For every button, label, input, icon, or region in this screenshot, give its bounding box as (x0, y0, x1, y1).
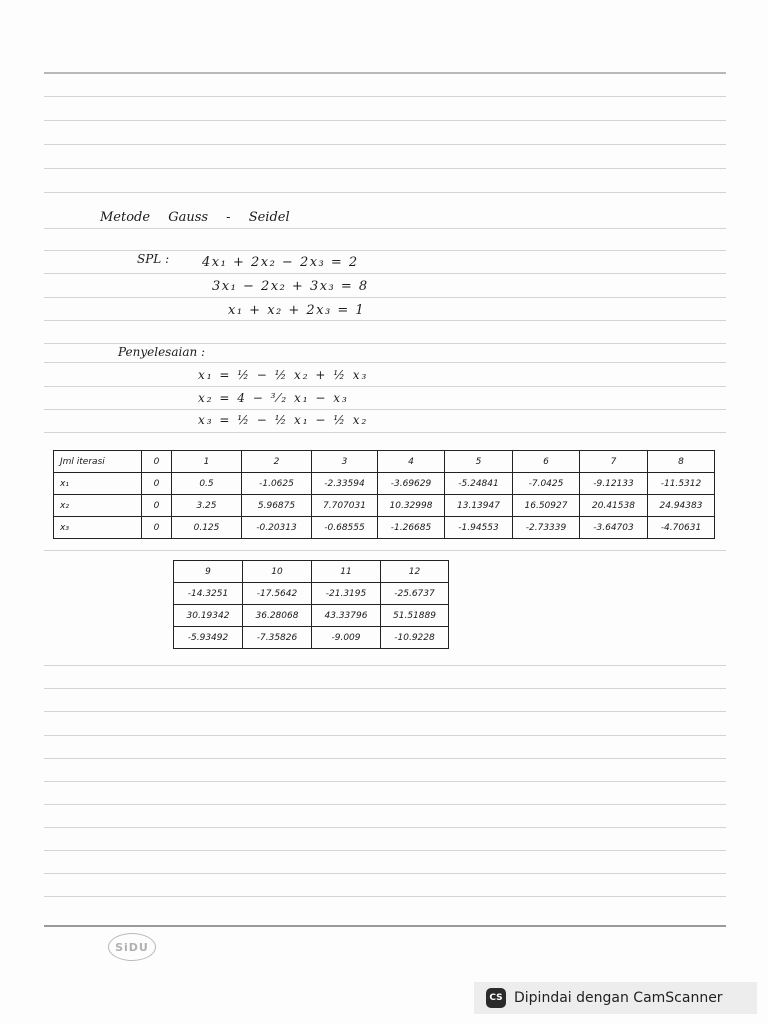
iteration-table-2 (173, 560, 449, 649)
ruled-line (44, 550, 726, 551)
iteration-number: 6 (513, 451, 580, 473)
table-cell: -5.24841 (445, 473, 513, 495)
iteration-number: 11 (312, 561, 381, 583)
ruled-line (44, 72, 726, 74)
ruled-line (44, 386, 726, 387)
ruled-line (44, 896, 726, 897)
table-cell: -2.33594 (312, 473, 378, 495)
iteration-number: 1 (172, 451, 242, 473)
ruled-line (44, 297, 726, 298)
table-cell: 24.94383 (648, 495, 715, 517)
iteration-number: 3 (312, 451, 378, 473)
iteration-number: 4 (378, 451, 445, 473)
table-cell: 0 (142, 495, 172, 517)
ruled-line (44, 827, 726, 828)
table-cell: 0 (142, 473, 172, 495)
table-cell: -9.12133 (580, 473, 648, 495)
ruled-line (44, 144, 726, 145)
table-cell: -25.6737 (381, 583, 449, 605)
table-cell: 0.5 (172, 473, 242, 495)
table-cell: -4.70631 (648, 517, 715, 539)
ruled-line (44, 96, 726, 97)
iteration-count-header: Jml iterasi (54, 451, 142, 473)
notebook-brand-stamp: SiDU (108, 933, 156, 961)
table-cell: 51.51889 (381, 605, 449, 627)
ruled-line (44, 688, 726, 689)
table-header-row (54, 451, 715, 473)
solution-label: Penyelesaian : (118, 345, 206, 359)
equation-1: 4x₁ + 2x₂ − 2x₃ = 2 (202, 255, 359, 270)
table-cell: -0.68555 (312, 517, 378, 539)
system-label: SPL : (137, 252, 170, 266)
ruled-line (44, 168, 726, 169)
page-title: Metode Gauss - Seidel (100, 210, 290, 225)
iteration-number: 8 (648, 451, 715, 473)
table-cell: -21.3195 (312, 583, 381, 605)
iteration-number: 9 (174, 561, 243, 583)
table-row (174, 627, 449, 649)
iteration-table-1 (53, 450, 715, 539)
camscanner-icon: CS (486, 988, 506, 1008)
ruled-line (44, 873, 726, 874)
iteration-number: 2 (242, 451, 312, 473)
table-cell: -17.5642 (243, 583, 312, 605)
table-header-row (174, 561, 449, 583)
ruled-line (44, 362, 726, 363)
iteration-number: 10 (243, 561, 312, 583)
ruled-line (44, 850, 726, 851)
iteration-number: 0 (142, 451, 172, 473)
variable-label: x₃ (54, 517, 142, 539)
table-cell: 43.33796 (312, 605, 381, 627)
table-cell: -1.26685 (378, 517, 445, 539)
table-cell: -2.73339 (513, 517, 580, 539)
equation-3: x₁ + x₂ + 2x₃ = 1 (228, 303, 366, 318)
ruled-line (44, 665, 726, 666)
table-cell: -3.69629 (378, 473, 445, 495)
ruled-line (44, 758, 726, 759)
table-cell: -1.0625 (242, 473, 312, 495)
equation-2: 3x₁ − 2x₂ + 3x₃ = 8 (212, 279, 369, 294)
table-cell: 20.41538 (580, 495, 648, 517)
solution-line-1: x₁ = ½ − ½ x₂ + ½ x₃ (198, 368, 369, 382)
table-cell: 0.125 (172, 517, 242, 539)
table-cell: -0.20313 (242, 517, 312, 539)
table-cell: -7.0425 (513, 473, 580, 495)
variable-label: x₂ (54, 495, 142, 517)
table-cell: 7.707031 (312, 495, 378, 517)
table-cell: 3.25 (172, 495, 242, 517)
table-cell: -3.64703 (580, 517, 648, 539)
iteration-number: 7 (580, 451, 648, 473)
variable-label: x₁ (54, 473, 142, 495)
table-row (54, 473, 715, 495)
ruled-line (44, 273, 726, 274)
ruled-line (44, 781, 726, 782)
solution-line-2: x₂ = 4 − ³⁄₂ x₁ − x₃ (198, 391, 349, 405)
ruled-line (44, 409, 726, 410)
ruled-line (44, 192, 726, 193)
scanner-caption: Dipindai dengan CamScanner (514, 990, 723, 1006)
table-cell: -10.9228 (381, 627, 449, 649)
table-cell: -11.5312 (648, 473, 715, 495)
table-cell: -7.35826 (243, 627, 312, 649)
ruled-line (44, 711, 726, 712)
table-cell: -5.93492 (174, 627, 243, 649)
table-cell: 0 (142, 517, 172, 539)
ruled-line (44, 735, 726, 736)
table-cell: 10.32998 (378, 495, 445, 517)
ruled-line (44, 250, 726, 251)
ruled-line (44, 120, 726, 121)
table-cell: 5.96875 (242, 495, 312, 517)
table-cell: 30.19342 (174, 605, 243, 627)
iteration-number: 12 (381, 561, 449, 583)
table-cell: 16.50927 (513, 495, 580, 517)
solution-line-3: x₃ = ½ − ½ x₁ − ½ x₂ (198, 413, 369, 427)
ruled-line (44, 432, 726, 433)
table-cell: -1.94553 (445, 517, 513, 539)
table-row (54, 517, 715, 539)
table-row (174, 605, 449, 627)
table-cell: -9.009 (312, 627, 381, 649)
table-cell: -14.3251 (174, 583, 243, 605)
ruled-line (44, 320, 726, 321)
ruled-line (44, 228, 726, 229)
table-row (54, 495, 715, 517)
table-cell: 36.28068 (243, 605, 312, 627)
iteration-number: 5 (445, 451, 513, 473)
camscanner-banner (474, 982, 757, 1014)
ruled-line (44, 343, 726, 344)
table-row (174, 583, 449, 605)
table-cell: 13.13947 (445, 495, 513, 517)
ruled-line (44, 925, 726, 927)
ruled-line (44, 804, 726, 805)
